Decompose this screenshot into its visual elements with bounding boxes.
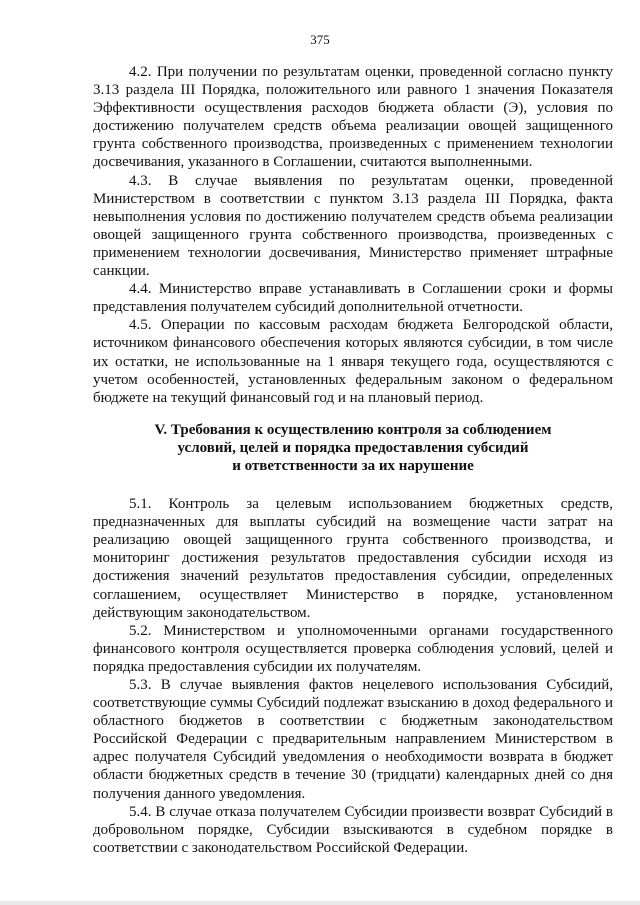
scan-edge bbox=[0, 901, 640, 905]
section-heading bbox=[93, 421, 613, 475]
section-heading-line-1: V. Требования к осуществлению контроля за соблюдением bbox=[154, 421, 552, 438]
section-heading-line-2: условий, целей и порядка предоставления субсидий bbox=[177, 439, 529, 456]
paragraph-5-4: 5.4. В случае отказа получателем Субсидии произвести возврат Субсидий в добровольном порядке, Субсидии взыскиваются в судебном порядке в соответствии с законодательством Российской Федерации. bbox=[93, 803, 613, 856]
paragraph-4-3: 4.3. В случае выявления по результатам оценки, проведенной Министерством в соответствии с пунктом 3.13 раздела III Порядка, факта невыполнения условия по достижению получателем средств объема реализации овощей защищенного грунта собственного производства, произведенных с применением технологии досвечивания, Министерство применяет штрафные санкции. bbox=[93, 172, 613, 280]
paragraph-5-2: 5.2. Министерством и уполномоченными органами государственного финансового контроля осуществляется проверка соблюдения условий, целей и порядка предоставления субсидии их получателям. bbox=[93, 622, 613, 675]
paragraph-4-2: 4.2. При получении по результатам оценки, проведенной согласно пункту 3.13 раздела III Порядка, положительного или равного 1 значения Показателя Эффективности осуществления расходов бюджета области (Э), условия по достижению получателем средств объема реализации овощей защищенного грунта собственного производства, произведенных с применением технологии досвечивания, указанного в Соглашении, считаются выполненными. bbox=[93, 64, 613, 171]
paragraph-5-1: 5.1. Контроль за целевым использованием бюджетных средств, предназначенных для выплаты субсидий на возмещение части затрат на реализацию овощей защищенного грунта собственного производства, и мониторинг достижения результатов предоставления субсидии исходя из достижения значений результатов предоставления субсидии, определенных соглашением, осуществляет Министерство в порядке, установленном действующим законодательством. bbox=[93, 496, 613, 621]
page-number: 375 bbox=[310, 32, 330, 47]
paragraph-4-4: 4.4. Министерство вправе устанавливать в Соглашении сроки и формы представления получателем субсидий дополнительной отчетности. bbox=[93, 281, 613, 316]
paragraph-4-5: 4.5. Операции по кассовым расходам бюджета Белгородской области, источником финансового обеспечения которых являются субсидии, в том числе их остатки, не использованные на 1 января текущего года, осуществляются с учетом особенностей, установленных федеральным законом о федеральном бюджете на текущий финансовый год и на плановый период. bbox=[93, 317, 613, 406]
paragraph-5-3: 5.3. В случае выявления фактов нецелевого использования Субсидий, соответствующие суммы Субсидий подлежат взысканию в доход федерального и областного бюджетов в соответствии с бюджетным законодательством Российской Федерации с предварительным направлением Министерством в адрес получателя Субсидий уведомления о необходимости возврата в бюджет области бюджетных средств в течение 30 (тридцати) календарных дней со дня получения данного уведомления. bbox=[93, 677, 613, 802]
document-body bbox=[93, 63, 613, 857]
section-heading-line-3: и ответственности за их нарушение bbox=[232, 457, 474, 474]
